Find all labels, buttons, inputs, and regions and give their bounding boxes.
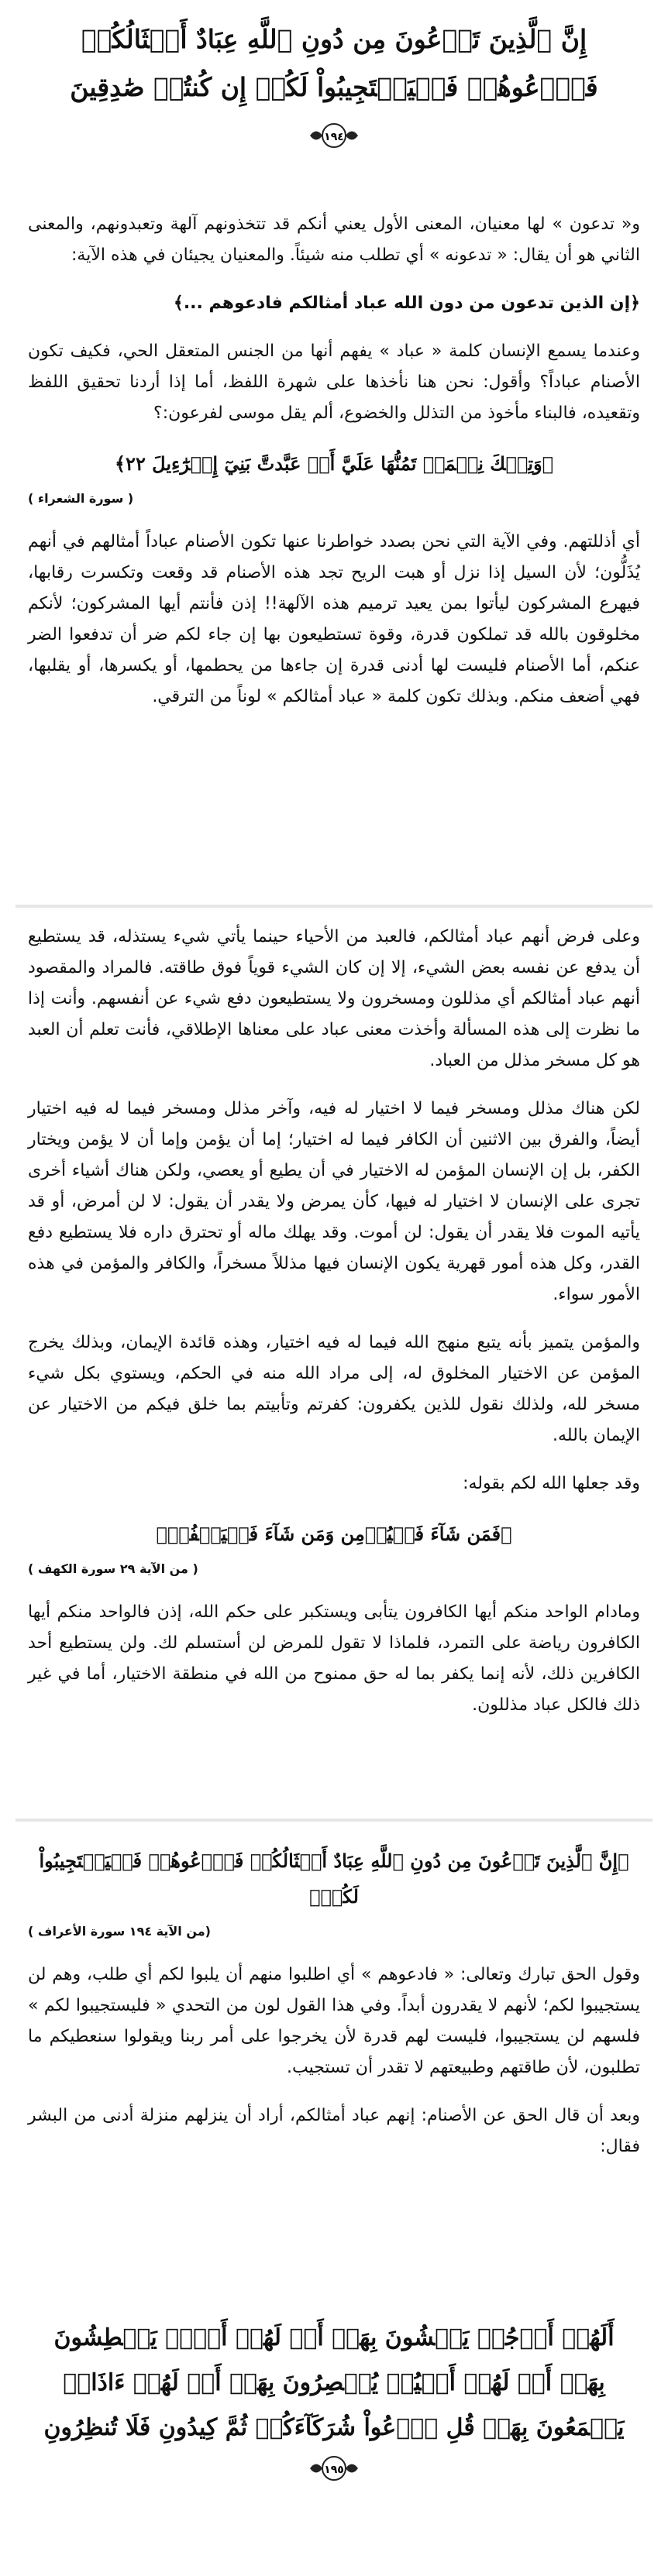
- paragraph: وعندما يسمع الإنسان كلمة « عباد » يفهم أنها من الجنس المتعقل الحي، فكيف تكون الأصنام عباداً؟ وأقول: نحن هنا نأخذها على شهرة اللفظ، أما إذا أردنا تحقيق اللفظ وتقعيده، فالبناء مأخوذ من التذلل والخضوع، ألم يقل موسى لفرعون:؟: [28, 342, 640, 423]
- paragraph: وعلى فرض أنهم عباد أمثالكم، فالعبد من الأحياء حينما يأتي شيء يستذله، قد يستطيع أن يدفع عن نفسه بعض الشيء، إلا إن كان الشيء قوياً فوق طاقته. فالمراد والمقصود أنهم عباد أمثالكم أي مذللون ومسخرون ولا يستطيعون دفع شيء عن أنفسهم. وأنت إذا ما نظرت إلى هذه المسألة وأخذت معنى عباد على معناها الإطلاقي، فأنت تعلم أن العبد هو كل مسخر مذلل من العباد.: [28, 927, 640, 1070]
- paragraph: أي أذللتهم. وفي الآية التي نحن بصدد خواطرنا عنها تكون الأصنام عباداً أمثالهم في أنهم يُذَلُّون؛ لأن السيل إذا نزل أو هبت الريح تجد هذه الأصنام قد وقعت وتكسرت رقابها، فيهرع المشركون ليأتوا بمن يعيد ترميم هذه الآلهة!! إذن فأنتم أيها المشركون؛ لأنكم مخلوقون بالله قد تملكون قدرة، وقوة تستطيعون بها إن جاء لكم ضر أن تدفعوا الضر عنكم، أما الأصنام فليست لها أدنى قدرة إن جاءها من يحطمها، أو يكسرها، أو يقلبها، فهي أضعف منكم. وبذلك تكون كلمة « عباد أمثالكم » لوناً من الترقي.: [28, 532, 640, 706]
- verse-source: ( سورة الشعراء ): [28, 491, 134, 506]
- paragraph: لكن هناك مذلل ومسخر فيما لا اختيار له فيه، وآخر مذلل ومسخر فيما له فيه اختيار أيضاً، والفرق بين الاثنين أن الكافر فيما له اختيار؛ إما أن يؤمن وإما أن لا يؤمن ويختار الكفر، بل إن الإنسان المؤمن له الاختيار في أن يطيع أو يعصي، ولكن هناك أشياء أخرى تجرى على الإنسان لا اختيار له فيها، كأن يمرض ولا يقدر أن يقول: لا لن أمرض، أو قد يأتيه الموت فلا يقدر أن يقول: لن أموت. وقد يهلك ماله أو تحترق داره فلا يستطيع دفع القدر، وكل هذه أمور قهرية يكون الإنسان فيها مذللاً مسخراً، والكافر والمؤمن في هذه الأمور سواء.: [28, 1099, 640, 1304]
- verse-shuara: ﴿وَتِلۡكَ نِعۡمَةٞ تَمُنُّهَا عَلَيَّ أَنۡ عَبَّدتَّ بَنِيٓ إِسۡرَٰٓءِيلَ ٢٢﴾: [114, 452, 553, 475]
- verse-source: ( من الآية ٢٩ سورة الكهف ): [28, 1561, 198, 1576]
- verse-194-block: [28, 15, 640, 153]
- paragraph: والمؤمن يتميز بأنه يتبع منهج الله فيما له فيه اختيار، وهذه قائدة الإيمان، وبذلك يخرج المؤمن عن الاختيار المخلوق له، إلى مراد الله منه في الحكم، ويستوي بكل شيء مسخر لله، ولذلك نقول للذين يكفرون: كفرتم وتأبيتم بما خلق فيكم من الاختيار عن الإيمان بالله.: [28, 1333, 640, 1445]
- verse-number-ornament-icon: [304, 2455, 364, 2482]
- verse-kahf: ﴿فَمَن شَآءَ فَلۡيُؤۡمِن وَمَن شَآءَ فَلۡيَكۡفُرۡ﴾: [156, 1523, 512, 1545]
- quoted-verse: ﴿إن الذين تدعون من دون الله عباد أمثالكم فادعوهم ...﴾: [173, 294, 640, 313]
- commentary-block-3: [28, 1834, 640, 2179]
- section-divider: [15, 1819, 653, 1822]
- verse-number: ١٩٥: [324, 2464, 344, 2476]
- paragraph: ومادام الواحد منكم أيها الكافرون يتأبى ويستكبر على حكم الله، إذن فالواحد منكم أيها الكافرون رياضة على التمرد، فلماذا لا تقول للمرض لن أستسلم لك. ولن يستطيع أحد الكافرين ذلك، لأنه إنما يكفر بما له حق ممنوح من الله في منطقة الاختيار، أما في غير ذلك فالكل عباد مذللون.: [28, 1602, 640, 1715]
- paragraph: وبعد أن قال الحق عن الأصنام: إنهم عباد أمثالكم، أراد أن ينزلهم منزلة أدنى من البشر فقال:: [28, 2106, 640, 2156]
- verse-line: أَلَهُمۡ أَرۡجُلٞ يَمۡشُونَ بِهَآۖ أَمۡ لَهُمۡ أَيۡدٖ يَبۡطِشُونَ: [53, 2324, 615, 2351]
- verse-araf: ﴿إِنَّ ٱلَّذِينَ تَدۡعُونَ مِن دُونِ ٱللَّهِ عِبَادٌ أَمۡثَالُكُمۡ فَٱدۡعُوهُمۡ فَلۡيَسۡتَجِيبُواْ لَكُمۡ﴾: [39, 1850, 629, 1908]
- verse-source: (من الآية ١٩٤ سورة الأعراف ): [28, 1924, 211, 1939]
- verse-line: فَٱدۡعُوهُمۡ فَلۡيَسۡتَجِيبُواْ لَكُمۡ إِن كُنتُمۡ صَٰدِقِينَ: [70, 72, 598, 102]
- verse-line: إِنَّ ٱلَّذِينَ تَدۡعُونَ مِن دُونِ ٱللَّهِ عِبَادٌ أَمۡثَالُكُمۡ: [81, 24, 587, 54]
- verse-number: ١٩٤: [324, 131, 344, 143]
- verse-195-block: [28, 2316, 640, 2486]
- commentary-block-1: [28, 209, 640, 730]
- paragraph: وقول الحق تبارك وتعالى: « فادعوهم » أي اطلبوا منهم أن يلبوا لكم أي طلب، وهم لن يستجيبوا لكم؛ لأنهم لا يقدرون أبداً. وفي هذا القول لون من التحدي « فليستجيبوا لكم » فلسهم لن يستجيبوا، فليست لهم قدرة لأن يخرجوا على أمر ربنا ويقولوا سنعطيكم ما تطلبون، لأن طاقتهم وطبيعتهم لا تقدر أن تستجيب.: [28, 1965, 640, 2077]
- verse-line: بِهَآۖ أَمۡ لَهُمۡ أَعۡيُنٞ يُبۡصِرُونَ بِهَآۖ أَمۡ لَهُمۡ ءَاذَانٞ: [63, 2369, 605, 2396]
- verse-line: يَسۡمَعُونَ بِهَاۗ قُلِ ٱدۡعُواْ شُرَكَآءَكُمۡ ثُمَّ كِيدُونِ فَلَا تُنظِرُونِ: [43, 2414, 625, 2441]
- verse-number-ornament-icon: [304, 122, 364, 149]
- paragraph: و« تدعون » لها معنيان، المعنى الأول يعني أنكم قد تتخذونهم آلهة وتعبدونهم، والمعنى الثاني هو أن يقال: « تدعونه » أي تطلب منه شيئاً. والمعنيان يجيئان في هذه الآية:: [28, 215, 640, 265]
- commentary-block-2: [28, 922, 640, 1738]
- section-divider: [15, 905, 653, 908]
- paragraph: وقد جعلها الله لكم بقوله:: [463, 1474, 640, 1493]
